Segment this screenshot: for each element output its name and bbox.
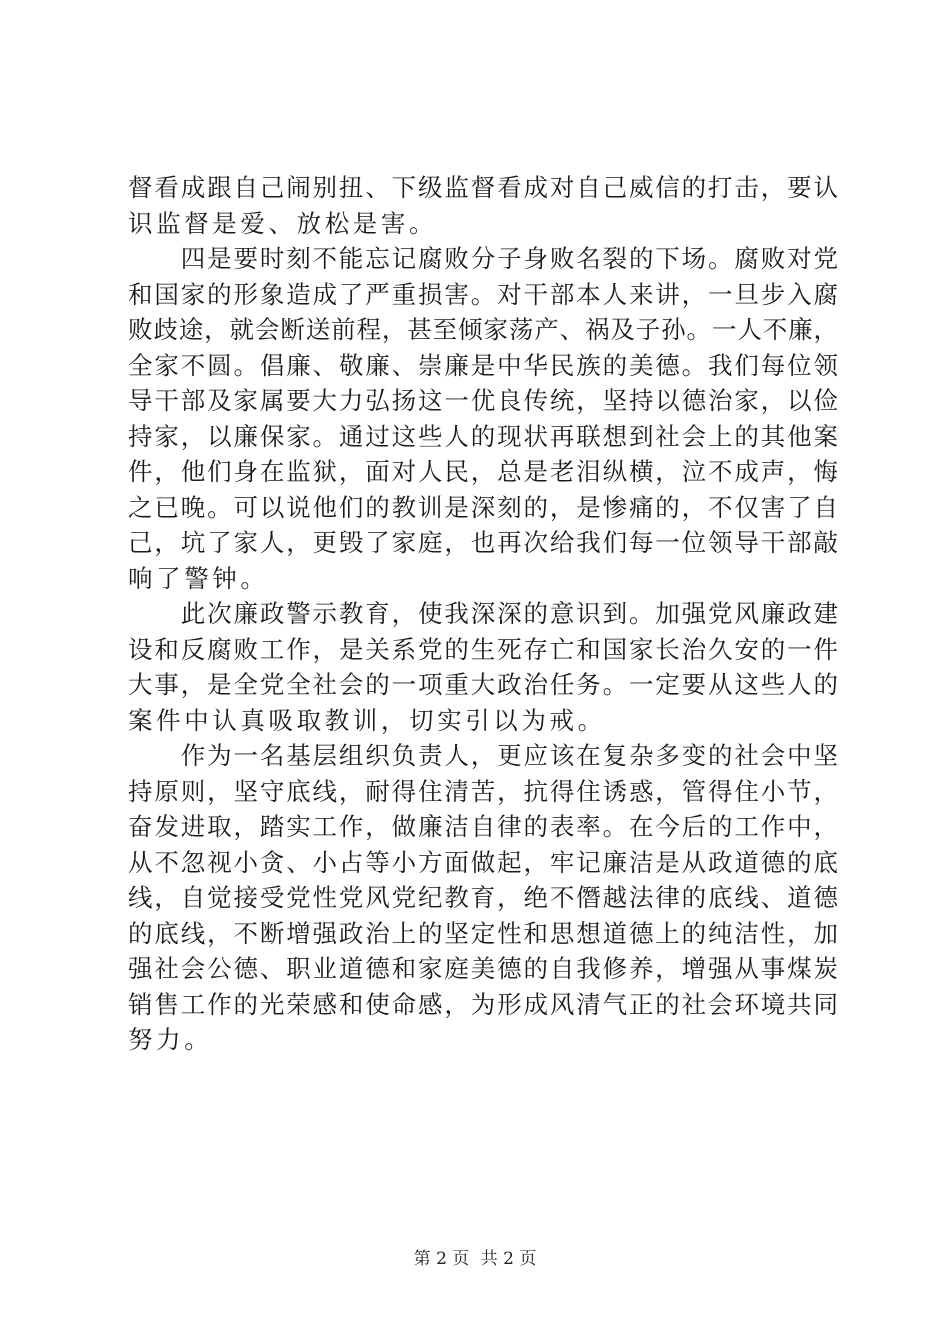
- page-number: 第 2 页: [413, 1249, 470, 1269]
- text-line: 奋发进取，踏实工作，做廉洁自律的表率。在今后的工作中，: [128, 812, 838, 841]
- text-line: 销售工作的光荣感和使命感，为形成风清气正的社会环境共同: [128, 989, 838, 1019]
- paragraph: [128, 241, 838, 596]
- text-line: 大事，是全党全社会的一项重大政治任务。一定要从这些人的: [128, 670, 838, 699]
- text-line: 从不忽视小贪、小占等小方面做起，牢记廉洁是从政道德的底: [128, 847, 838, 877]
- text-line: 败歧途，就会断送前程，甚至倾家荡产、祸及子孙。一人不廉，: [128, 315, 838, 344]
- text-line: 强社会公德、职业道德和家庭美德的自我修养，增强从事煤炭: [128, 954, 838, 983]
- text-line: 督看成跟自己闹别扭、下级监督看成对自己威信的打击，要认: [128, 173, 838, 202]
- paragraph: [128, 596, 838, 738]
- text-line: 案件中认真吸取教训，切实引以为戒。: [128, 705, 606, 735]
- text-line: 四是要时刻不能忘记腐败分子身败名裂的下场。腐败对党: [128, 244, 838, 273]
- page-footer: [0, 1244, 950, 1269]
- text-line: 持家，以廉保家。通过这些人的现状再联想到社会上的其他案: [128, 421, 838, 451]
- text-line: 之已晚。可以说他们的教训是深刻的，是惨痛的，不仅害了自: [128, 492, 838, 522]
- text-line: 件，他们身在监狱，面对人民，总是老泪纵横，泣不成声，悔: [128, 457, 838, 486]
- text-line: 识监督是爱、放松是害。: [128, 208, 438, 238]
- text-line: 全家不圆。倡廉、敬廉、崇廉是中华民族的美德。我们每位领: [128, 350, 838, 380]
- paragraph: [128, 170, 838, 241]
- text-line: 线，自觉接受党性党风党纪教育，绝不僭越法律的底线、道德: [128, 883, 838, 912]
- page-total: 共 2 页: [480, 1249, 537, 1269]
- text-line: 响了警钟。: [128, 563, 269, 593]
- text-line: 持原则，坚守底线，耐得住清苦，抗得住诱惑，管得住小节，: [128, 776, 838, 806]
- text-line: 己，坑了家人，更毁了家庭，也再次给我们每一位领导干部敲: [128, 528, 838, 557]
- text-line: 作为一名基层组织负责人，更应该在复杂多变的社会中坚: [128, 741, 838, 770]
- text-line: 设和反腐败工作，是关系党的生死存亡和国家长治久安的一件: [128, 634, 838, 664]
- document-body: [128, 170, 838, 1058]
- text-line: 的底线，不断增强政治上的坚定性和思想道德上的纯洁性，加: [128, 918, 838, 948]
- paragraph: [128, 738, 838, 1058]
- text-line: 努力。: [128, 1025, 213, 1054]
- text-line: 导干部及家属要大力弘扬这一优良传统，坚持以德治家，以俭: [128, 386, 838, 415]
- text-line: 此次廉政警示教育，使我深深的意识到。加强党风廉政建: [128, 599, 838, 628]
- text-line: 和国家的形象造成了严重损害。对干部本人来讲，一旦步入腐: [128, 279, 838, 309]
